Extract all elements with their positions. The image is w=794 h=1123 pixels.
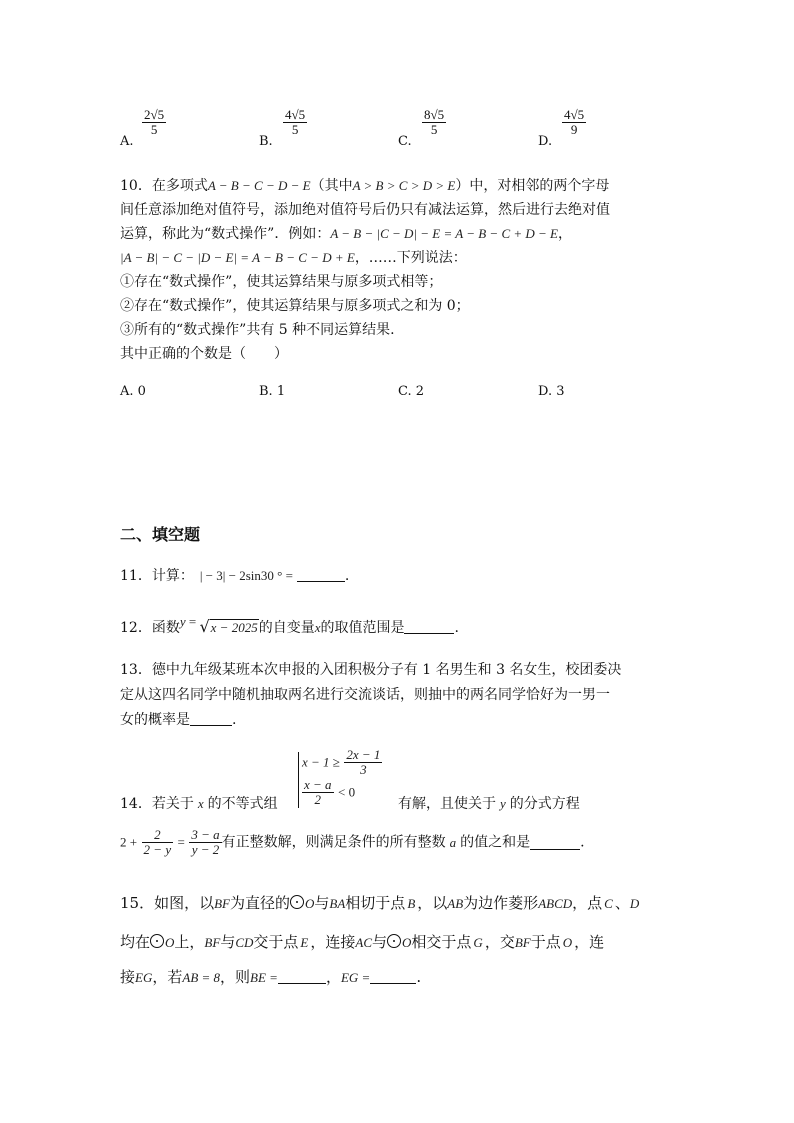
q15-line-2 (120, 932, 604, 953)
text: 的取值范围是 (320, 620, 405, 636)
math-example-2: |A − B| − C − |D − E| = A − B − C − D + E (120, 250, 355, 265)
math-equals: = (185, 614, 200, 629)
text: 的不等式组 (207, 796, 278, 812)
math-y: y (500, 796, 506, 811)
fraction-denominator: 5 (430, 122, 438, 137)
text: ，连 (574, 933, 605, 951)
text: ，以 (417, 894, 448, 912)
q14-line-2 (120, 828, 585, 857)
fraction-denominator: 9 (570, 122, 578, 137)
radicand: x − 2025 (210, 620, 258, 635)
math: C (604, 896, 613, 911)
q10-line-3 (120, 224, 572, 244)
text: 上， (174, 933, 205, 951)
text: 有正整数解，则满足条件的所有整数 (221, 834, 446, 851)
text: 有解，且使关于 (398, 796, 496, 812)
fraction (302, 778, 334, 807)
math: B (407, 896, 416, 911)
text: 相交于点 (411, 933, 472, 951)
q10-line-1 (120, 176, 609, 196)
answer-blank[interactable] (404, 619, 454, 634)
circle-symbol-icon (290, 895, 304, 909)
math: = (177, 834, 185, 850)
text: 10．在多项式 (120, 178, 208, 194)
q10-option-d: D. 3 (538, 384, 565, 399)
math: 2 + (120, 834, 138, 850)
text: 于点 (530, 933, 561, 951)
math: O (402, 935, 412, 950)
fraction-numerator: 3 − a (191, 827, 220, 842)
math-x: x (314, 620, 321, 635)
fraction-numerator: 4√5 (285, 107, 306, 122)
text: 的值之和是 (460, 834, 531, 851)
q10-option-c: C. 2 (398, 384, 425, 399)
q14-line-1-end (398, 794, 580, 814)
q10-option-a: A. 0 (120, 384, 146, 399)
math-a: a (449, 834, 457, 850)
text: 的自变量 (258, 620, 315, 636)
math: E (300, 935, 309, 950)
text: 14．若关于 (120, 796, 194, 812)
text: 12．函数 (120, 620, 180, 636)
math: D (629, 896, 640, 911)
text: ）中，对相邻的两个字母 (455, 178, 610, 194)
text: . (232, 712, 237, 728)
math: ABCD (538, 896, 573, 911)
text: ， (558, 226, 572, 242)
text: . (580, 834, 585, 851)
text: . (416, 968, 422, 986)
fraction-denominator: 3 (360, 762, 367, 777)
math: BF (204, 935, 221, 950)
text: ，点 (572, 894, 603, 912)
fraction-denominator: 5 (150, 122, 158, 137)
option-label: D. (538, 134, 553, 149)
question-11 (120, 566, 349, 586)
math: BF (214, 896, 230, 911)
math: < 0 (338, 784, 356, 800)
math: O (165, 935, 175, 950)
text: 为直径的 (229, 894, 290, 912)
math: EG (135, 970, 153, 985)
math: AB = 8 (182, 970, 221, 985)
q13-line-1: 13．德中九年级某班本次申报的入团积极分子有 1 名男生和 3 名女生，校团委决 (120, 662, 622, 678)
math: BA (329, 896, 346, 911)
statement-1: ①存在“数式操作”，使其运算结果与原多项式相等； (120, 274, 443, 290)
option-fraction (422, 108, 446, 137)
text: （其中 (310, 178, 353, 194)
q10-line-4 (120, 248, 467, 268)
math: G (473, 935, 483, 950)
fraction-denominator: 5 (291, 122, 299, 137)
option-fraction (142, 108, 166, 137)
text: ，交 (484, 933, 515, 951)
section-title: 二、填空题 (120, 525, 201, 544)
math: BF (514, 935, 531, 950)
option-fraction (562, 108, 586, 137)
text: 为边作菱形 (463, 894, 539, 912)
text: 与 (220, 933, 236, 951)
fraction (142, 828, 174, 857)
option-label: B. (259, 134, 273, 149)
q10-question: 其中正确的个数是（ ） (120, 346, 288, 362)
math: EG = (340, 970, 371, 985)
math-example-1: A − B − |C − D| − E = A − B − C + D − E (330, 226, 558, 241)
fraction-denominator: y − 2 (191, 842, 220, 857)
circle-symbol-icon (387, 934, 401, 948)
math-expression: | − 3| − 2sin30 ° = (199, 568, 293, 583)
text: 交于点 (253, 933, 299, 951)
option-label: C. (398, 134, 412, 149)
question-12 (120, 614, 459, 638)
fraction-numerator: 2 (142, 828, 174, 843)
math-y: y (179, 614, 186, 629)
math-condition: A > B > C > D > E (352, 178, 456, 193)
math: BE = (250, 970, 278, 985)
math: CD (235, 935, 254, 950)
option-fraction (283, 108, 307, 137)
text: 均在 (120, 933, 151, 951)
fraction (189, 828, 221, 857)
math-x: x (197, 796, 204, 811)
text: 15．如图，以 (120, 894, 215, 912)
fraction-numerator: x − a (304, 777, 332, 792)
math-polynomial: A − B − C − D − E (207, 178, 311, 193)
answer-blank-be[interactable] (278, 969, 326, 984)
text: 的分式方程 (509, 796, 580, 812)
q10-option-b: B. 1 (259, 384, 286, 399)
text: 接 (120, 968, 136, 986)
fraction-numerator: 2√5 (144, 107, 165, 122)
fraction-numerator: 2x − 1 (346, 747, 381, 762)
option-label: A. (120, 134, 134, 149)
fraction-denominator: 2 − y (143, 842, 172, 857)
q10-line-2: 间任意添加绝对值符号，添加绝对值符号后仍只有减法运算，然后进行去绝对值 (120, 202, 610, 218)
text: ，……下列说法： (354, 250, 467, 266)
answer-blank[interactable] (530, 835, 580, 850)
text: . (344, 568, 350, 584)
answer-blank[interactable] (297, 567, 345, 582)
text: 与 (314, 894, 330, 912)
text: ，则 (220, 968, 251, 986)
answer-blank-eg[interactable] (370, 969, 416, 984)
statement-2: ②存在“数式操作”，使其运算结果与原多项式之和为 0； (120, 298, 470, 314)
text: 相切于点 (345, 894, 406, 912)
brace (298, 752, 299, 808)
math: AC (355, 935, 372, 950)
math: AB (447, 896, 464, 911)
circle-symbol-icon (150, 934, 164, 948)
math: O (305, 896, 315, 911)
math: O (562, 935, 573, 950)
text: 运算，称此为“数式操作”．例如： (120, 226, 331, 242)
statement-3: ③所有的“数式操作”共有 5 种不同运算结果. (120, 322, 395, 338)
inequality-2 (302, 778, 355, 807)
fraction (344, 748, 382, 777)
math: x − 1 ≥ (302, 754, 340, 770)
q13-line-3 (120, 710, 236, 730)
text: 与 (372, 933, 388, 951)
answer-blank[interactable] (190, 711, 232, 726)
text: 女的概率是 (120, 712, 190, 728)
text: 11．计算： (120, 568, 194, 584)
sqrt-expression: √x − 2025 (199, 617, 258, 636)
q15-line-3 (120, 967, 421, 988)
text: ，若 (152, 968, 183, 986)
text: ， (325, 968, 341, 986)
fraction-denominator: 2 (314, 792, 322, 807)
text: . (454, 620, 459, 636)
text: ，连接 (310, 933, 356, 951)
inequality-1 (302, 748, 382, 777)
text: 、 (614, 894, 630, 912)
q13-line-2: 定从这四名同学中随机抽取两名进行交流谈话，则抽中的两名同学恰好为一男一 (120, 687, 610, 703)
inequality-system (298, 748, 408, 808)
fraction-numerator: 8√5 (424, 107, 445, 122)
q15-line-1 (120, 893, 639, 914)
fraction-numerator: 4√5 (564, 107, 585, 122)
q14-line-1 (120, 794, 278, 814)
